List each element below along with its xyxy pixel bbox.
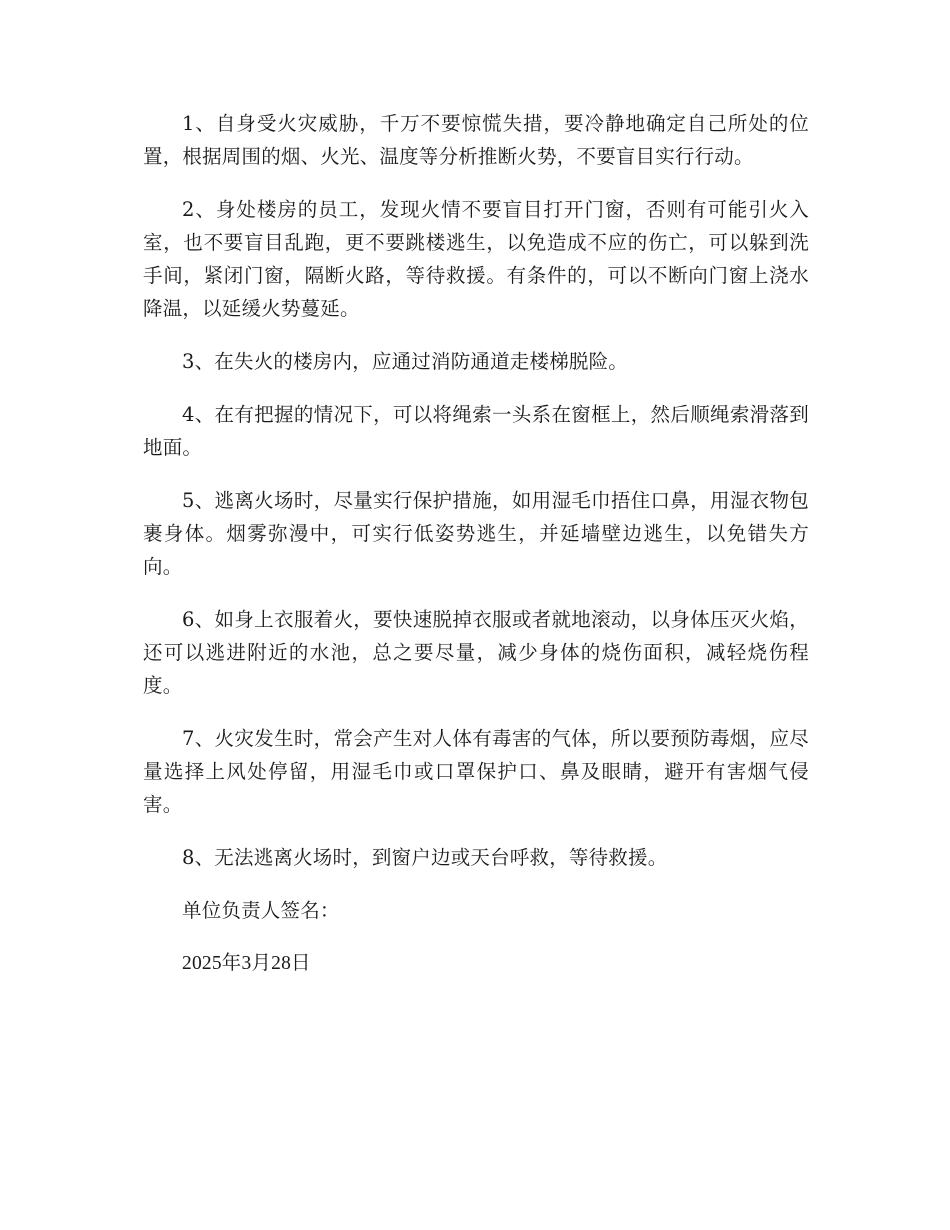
paragraph-6: 6、如身上衣服着火，要快速脱掉衣服或者就地滚动，以身体压灭火焰，还可以逃进附近的水池，总之要尽量，减少身体的烧伤面积，减轻烧伤程度。: [143, 608, 809, 697]
paragraph-3: 3、在失火的楼房内，应通过消防通道走楼梯脱险。: [182, 350, 629, 373]
paragraph-4: 4、在有把握的情况下，可以将绳索一头系在窗框上，然后顺绳索滑落到地面。: [143, 403, 809, 459]
document-date: 2025年3月28日: [182, 953, 311, 974]
paragraph-1: 1、自身受火灾威胁，千万不要惊慌失措，要冷静地确定自己所处的位置，根据周围的烟、火光、温度等分析推断火势，不要盲目实行行动。: [143, 112, 809, 168]
paragraph-5: 5、逃离火场时，尽量实行保护措施，如用湿毛巾捂住口鼻，用湿衣物包裹身体。烟雾弥漫中，可实行低姿势逃生，并延墙壁边逃生，以免错失方向。: [143, 489, 809, 578]
paragraph-2: 2、身处楼房的员工，发现火情不要盲目打开门窗，否则有可能引火入室，也不要盲目乱跑，更不要跳楼逃生，以免造成不应的伤亡，可以躲到洗手间，紧闭门窗，隔断火路，等待救援。有条件的，可以不断向门窗上浇水降温，以延缓火势蔓延。: [143, 198, 809, 320]
signature-label: 单位负责人签名：: [182, 899, 340, 922]
document-body: [143, 107, 809, 980]
paragraph-7: 7、火灾发生时，常会产生对人体有毒害的气体，所以要预防毒烟，应尽量选择上风处停留，用湿毛巾或口罩保护口、鼻及眼睛，避开有害烟气侵害。: [143, 727, 809, 816]
paragraph-8: 8、无法逃离火场时，到窗户边或天台呼救，等待救援。: [182, 846, 668, 869]
